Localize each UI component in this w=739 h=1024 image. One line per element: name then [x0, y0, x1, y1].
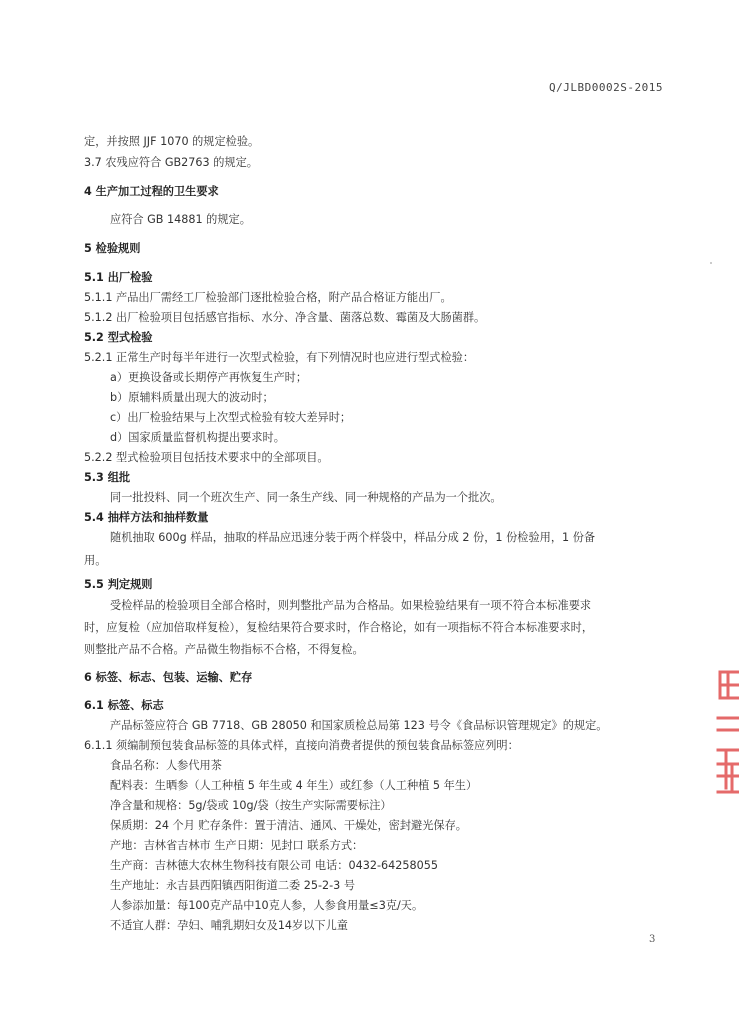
section-heading: 5 检验规则: [84, 242, 141, 255]
red-seal-fragment: [712, 668, 739, 798]
clause-line: 5.2.2 型式检验项目包括技术要求中的全部项目。: [84, 451, 329, 464]
section-heading: 4 生产加工过程的卫生要求: [84, 185, 219, 198]
clause-line: 6.1.1 须编制预包装食品标签的具体式样，直接向消费者提供的预包装食品标签应列明：: [84, 739, 519, 752]
label-line: 生产地址：永吉县西阳镇西阳街道二委 25-2-3 号: [110, 879, 356, 892]
text-line: 受检样品的检验项目全部合格时，则判整批产品为合格品。如果检验结果有一项不符合本标准要求: [110, 599, 592, 612]
page-number: 3: [649, 934, 656, 945]
subsection-heading: 5.1 出厂检验: [84, 271, 153, 284]
list-item: d）国家质量监督机构提出要求时。: [110, 431, 285, 444]
subsection-heading: 6.1 标签、标志: [84, 699, 164, 712]
label-line: 产地：吉林省吉林市 生产日期：见封口 联系方式：: [110, 839, 364, 852]
label-line: 不适宜人群：孕妇、哺乳期妇女及14岁以下儿童: [110, 919, 348, 932]
subsection-heading: 5.3 组批: [84, 471, 131, 484]
label-line: 人参添加量：每100克产品中10克人参，人参食用量≤3克/天。: [110, 899, 424, 912]
text-line: 则整批产品不合格。产品微生物指标不合格，不得复检。: [84, 643, 364, 656]
clause-line: 5.1.1 产品出厂需经工厂检验部门逐批检验合格，附产品合格证方能出厂。: [84, 291, 452, 304]
clause-line: 5.2.1 正常生产时每半年进行一次型式检验，有下列情况时也应进行型式检验：: [84, 351, 475, 364]
document-code: Q/JLBD0002S-2015: [549, 81, 663, 94]
subsection-heading: 5.4 抽样方法和抽样数量: [84, 511, 209, 524]
list-item: b）原辅料质量出现大的波动时；: [110, 391, 274, 404]
text-line: 随机抽取 600g 样品，抽取的样品应迅速分装于两个样袋中，样品分成 2 份，1 份检验用，1 份备: [110, 531, 596, 544]
clause-line: 3.7 农残应符合 GB2763 的规定。: [84, 156, 258, 169]
text-line: 时，应复检（应加倍取样复检），复检结果符合要求时，作合格论，如有一项指标不符合本标准要求时，: [84, 621, 594, 634]
subsection-heading: 5.2 型式检验: [84, 331, 153, 344]
subsection-heading: 5.5 判定规则: [84, 578, 153, 591]
text-line: 用。: [84, 554, 107, 567]
section-heading: 6 标签、标志、包装、运输、贮存: [84, 671, 253, 684]
text-line: 产品标签应符合 GB 7718、GB 28050 和国家质检总局第 123 号令《食品标识管理规定》的规定。: [110, 719, 608, 732]
text-line: 同一批投料、同一个班次生产、同一条生产线、同一种规格的产品为一个批次。: [110, 491, 502, 504]
label-line: 食品名称：人参代用茶: [110, 759, 222, 772]
list-item: a）更换设备或长期停产再恢复生产时；: [110, 371, 308, 384]
text-line: 应符合 GB 14881 的规定。: [110, 213, 251, 226]
label-line: 配料表：生晒参（人工种植 5 年生或 4 年生）或红参（人工种植 5 年生）: [110, 779, 478, 792]
scan-speck: [710, 262, 712, 264]
list-item: c）出厂检验结果与上次型式检验有较大差异时；: [110, 411, 352, 424]
clause-line: 5.1.2 出厂检验项目包括感官指标、水分、净含量、菌落总数、霉菌及大肠菌群。: [84, 311, 486, 324]
label-line: 生产商：吉林德大农林生物科技有限公司 电话：0432-64258055: [110, 859, 438, 872]
text-line: 定，并按照 JJF 1070 的规定检验。: [84, 135, 260, 148]
label-line: 保质期：24 个月 贮存条件：置于清洁、通风、干燥处，密封避光保存。: [110, 819, 467, 832]
label-line: 净含量和规格：5g/袋或 10g/袋（按生产实际需要标注）: [110, 799, 392, 812]
